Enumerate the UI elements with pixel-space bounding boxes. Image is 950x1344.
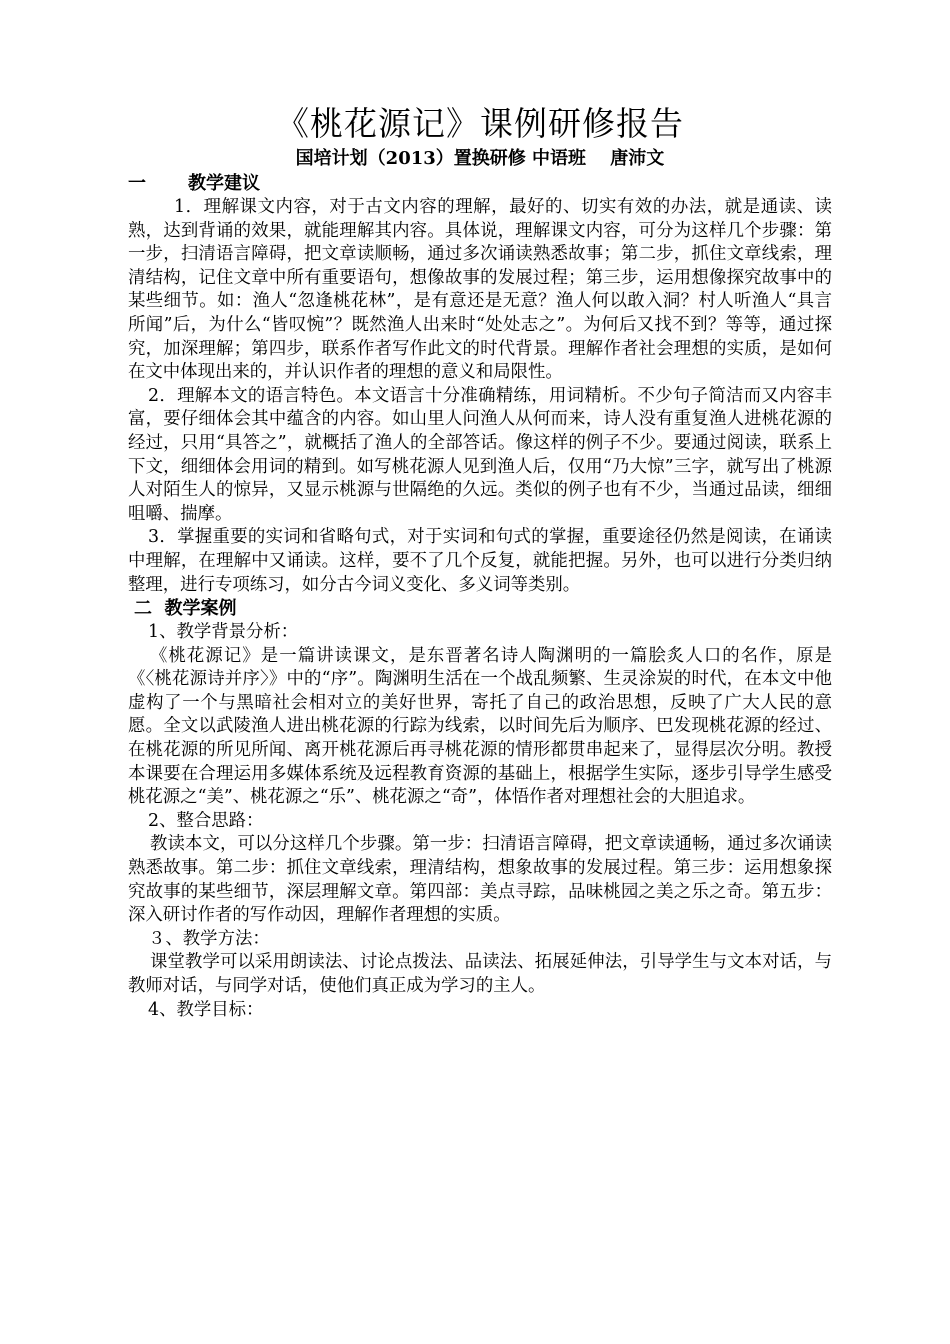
item-1-text: 《桃花源记》是一篇讲读课文，是东晋著名诗人陶渊明的一篇脍炙人口的名作，原是《〈桃花源诗并序〉》中的“序”。陶渊明生活在一个战乱频繁、生灵涂炭的时代，在本文中他虚构了一个与黑暗社会相对立的美好世界，寄托了自己的政治思想，反映了广大人民的意愿。全文以武陵渔人进出桃花源的行踪为线索，以时间先后为顺序、巴发现桃花源的经过、在桃花源的所见所闻、离开桃花源后再寻桃花源的情形都贯串起来了，显得层次分明。教授本课要在合理运用多媒体系统及远程教育资源的基础上，根据学生实际，逐步引导学生感受桃花源之“美”、桃花源之“乐”、桃花源之“奇”，体悟作者对理想社会的大胆追求。 <box>128 645 832 808</box>
item-3-text: 课堂教学可以采用朗读法、讨论点拨法、品读法、拓展延伸法，引导学生与文本对话，与教师对话，与同学对话，使他们真正成为学习的主人。 <box>128 952 832 996</box>
section-1-paragraph-2: 2．理解本文的语言特色。本文语言十分准确精练，用词精析。不少句子简洁而又内容丰富，要仔细体会其中蕴含的内容。如山里人问渔人从何而来，诗人没有重复渔人进桃花源的经过，只用“具答之”，就概括了渔人的全部答话。像这样的例子不少。要通过阅读，联系上下文，细细体会用词的精到。如写桃花源人见到渔人后，仅用“乃大惊”三字，就写出了桃源人对陌生人的惊异，又显示桃源与世隔绝的久远。类似的例子也有不少，当通过品读，细细咀嚼、揣摩。 <box>128 385 832 524</box>
section-2-title: 教学案例 <box>164 598 237 620</box>
item-3-label: ３、教学方法： <box>148 928 270 949</box>
section-1-paragraph-3: 3．掌握重要的实词和省略句式，对于实词和句式的掌握，重要途径仍然是阅读，在诵读中理解，在理解中又诵读。这样，要不了几个反复，就能把握。另外，也可以进行分类归纳整理，进行专项练习，如分古今词义变化、多义词等类别。 <box>128 527 832 595</box>
item-4-label: 4、教学目标： <box>148 999 264 1020</box>
item-2-label: 2、整合思路： <box>148 810 264 831</box>
document-page <box>128 96 832 1022</box>
section-1-paragraph-1: 1．理解课文内容，对于古文内容的理解，最好的、切实有效的办法，就是通读、读熟，达到背诵的效果，就能理解其内容。具体说，理解课文内容，可分为这样几个步骤：第一步，扫清语言障碍，把文章读顺畅，通过多次诵读熟悉故事；第二步，抓住文章线索，理清结构，记住文章中所有重要语句，想像故事的发展过程；第三步，运用想像探究故事中的某些细节。如：渔人“忽逢桃花林”，是有意还是无意？渔人何以敢入洞？村人听渔人“具言所闻”后，为什么“皆叹惋”？既然渔人出来时“处处志之”。为何后又找不到？等等，通过探究，加深理解；第四步，联系作者写作此文的时代背景。理解作者社会理想的实质，是如何在文中体现出来的，并认识作者的理想的意义和局限性。 <box>128 197 832 383</box>
document-subtitle: 国培计划（2013）置换研修 中语班 唐沛文 <box>295 148 665 169</box>
section-2-heading <box>128 597 832 621</box>
section-2-number: 二 <box>134 598 152 620</box>
document-title: 《桃花源记》课例研修报告 <box>276 104 684 143</box>
section-1-number: 一 <box>128 173 146 194</box>
section-1-heading <box>128 172 832 196</box>
item-1-label: 1、教学背景分析： <box>148 622 299 643</box>
item-2-text: 教读本文，可以分这样几个步骤。第一步：扫清语言障碍，把文章读通畅，通过多次诵读熟悉故事。第二步：抓住文章线索，理清结构，想象故事的发展过程。第三步：运用想象探究故事的某些细节，深层理解文章。第四部：美点寻踪，品味桃园之美之乐之奇。第五步：深入研讨作者的写作动因，理解作者理想的实质。 <box>128 834 832 926</box>
section-1-title: 教学建议 <box>188 173 260 194</box>
